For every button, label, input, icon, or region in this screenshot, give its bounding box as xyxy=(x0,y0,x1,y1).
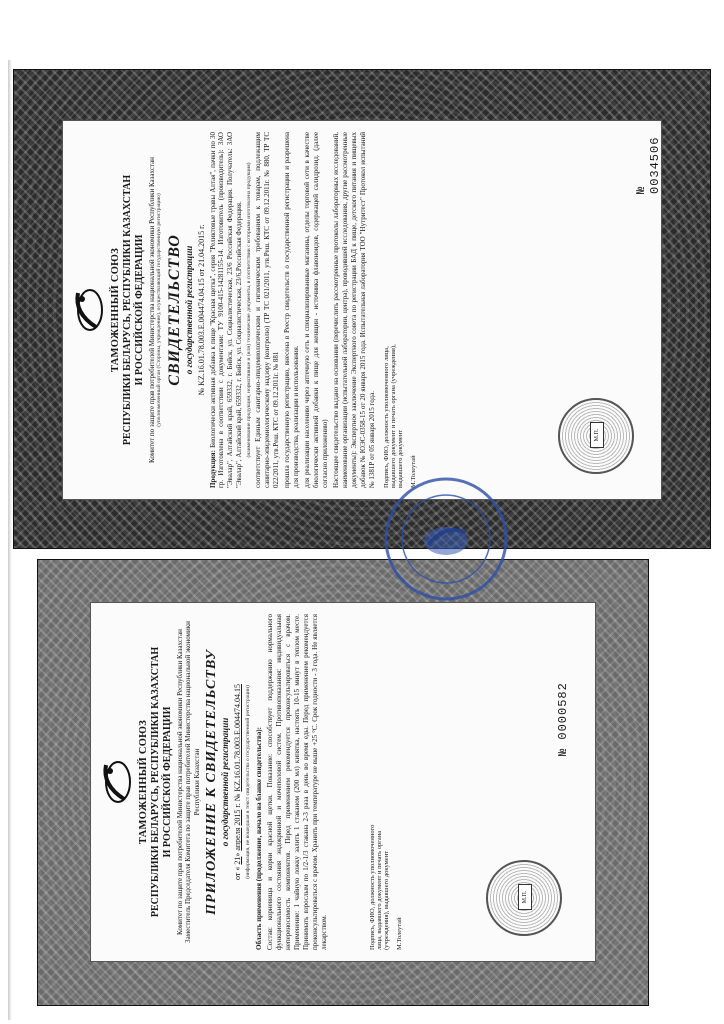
union-title: ТАМОЖЕННЫЙ СОЮЗ xyxy=(110,247,121,373)
appendix-content xyxy=(96,608,590,956)
basis-text: Настоящее свидетельство выдано на основании (перечислить рассмотренные протоколы лабораторных исследований, наименование организации (испытательной лаборатории, центра), проводившей исследования, другие рассмотренные документы): Экспертное заключение Экспертного совета по регистрации БАД к пище, детского питания и пищевых добавок № ЮЭС-0358-15 от 20 января 2015 года. Испытательная лаборатория ТОО "Нутритест" Протокол испытаний № 1381Р от 05 января 2015 года. xyxy=(331,132,376,488)
certificate-content xyxy=(68,126,662,494)
signer-note: Подпись, ФИО, должность уполномоченного лица, выдавшего документ и печать органа (учреждения), выдавшего документ xyxy=(382,344,404,488)
certificate-body xyxy=(209,126,377,494)
compliance-note: (наименование продукции, нормативные и (или) технические документы, в соответствии с которыми изготовлена продукция) xyxy=(246,162,253,458)
reg-number: KZ.16.01.78.003.Е.004474.04.15 xyxy=(233,684,243,792)
reg-prefix: от « xyxy=(233,866,243,880)
countries-line2: И РОССИЙСКОЙ ФЕДЕРАЦИИ xyxy=(161,706,173,858)
appendix-header xyxy=(138,608,173,956)
seal-label: М.П. xyxy=(590,422,604,448)
certificate-sheet xyxy=(14,70,710,548)
countries-line1: РЕСПУБЛИКИ БЕЛАРУСЬ, РЕСПУБЛИКИ КАЗАХСТАН xyxy=(122,174,134,446)
authority-name: Комитет по защите прав потребителей Министерства национальной экономики Республики Казахстан xyxy=(148,157,157,463)
reg-note: (информация, не вошедшая в текст свидетельства о государственной регистрации) xyxy=(245,685,252,879)
certificate-inner-panel xyxy=(62,120,662,500)
appendix-body xyxy=(255,608,329,956)
area-text: Состав: корневища и корни красной щетки. Показание: способствует поддержанию нормального функционального состояния эндокринной и мочеполовой систем. Противопоказания: индивидуальная непереносимость компонентов. Перед применением рекомендуется проконсультироваться с врачом. Применение: 1 чайную ложку залить 1 стаканом (200 мл) кипятка, настоять 10-15 минут в теплом месте. Принимать взрослым по 1/2-1/3 стакана 2-3 раза в день во время еды. Перед применением рекомендуется проконсультироваться с врачом. Хранить при температуре не выше +25 °С. Срок годности - 3 года. Не является лекарством. xyxy=(266,614,328,950)
reg-month: апреля xyxy=(233,827,243,851)
appendix-serial: № 0000582 xyxy=(556,682,570,756)
appendix-registration-line: от « 21» апреля 2015 г. № KZ.16.01.78.003.Е.004474.04.15 xyxy=(233,684,243,880)
authority-note: (уполномоченный орган (Стороны, учреждение), осуществляющий государственную регистрацию) xyxy=(156,193,163,427)
signer-name: М.Толеутай xyxy=(395,917,403,950)
signature-block xyxy=(369,608,403,956)
certificate-title: СВИДЕТЕЛЬСТВО xyxy=(165,234,183,386)
countries-line2: И РОССИЙСКОЙ ФЕДЕРАЦИИ xyxy=(133,234,145,386)
certificate-header xyxy=(110,126,145,494)
appendix-subtitle: о государственной регистрации xyxy=(220,717,231,847)
scan-edge xyxy=(8,60,12,1020)
registration-number: № KZ.16.01.78.003.Е.004474.04.15 от 21.04.2015 г. xyxy=(196,224,206,396)
area-label: Область применения (продолжение, начало на бланке свидетельства): xyxy=(255,727,264,950)
customs-union-logo-icon xyxy=(70,287,108,333)
signer-note: Подпись, ФИО, должность уполномоченного лица, выдавшего документ и печать органа (учреждения), выдавшего документ xyxy=(368,824,390,950)
seal-label: М.П. xyxy=(518,884,532,910)
usage-text: для реализации населению через аптечную сеть и специализированные магазины, отделы торговой сети в качестве биологически активной добавки к пище для женщин - источника флавоноидов, содержащей салидрозид. (далее согласно приложению) xyxy=(303,132,330,488)
authority-name: Комитет по защите прав потребителей Министерства национальной экономики Республики Казахстан xyxy=(176,629,185,935)
deputy-name: Заместитель Председателя Комитета по защите прав потребителей Министерства национальной экономики Республики Казахстан xyxy=(184,621,201,943)
seal-mark xyxy=(558,398,634,474)
appendix-inner-panel xyxy=(90,602,596,962)
seal-mark xyxy=(486,860,562,936)
appendix-sheet xyxy=(38,560,648,1005)
certificate-serial: № 0034506 xyxy=(634,136,662,194)
customs-union-logo-icon xyxy=(98,759,136,805)
blue-company-stamp xyxy=(382,475,510,603)
union-title: ТАМОЖЕННЫЙ СОЮЗ xyxy=(138,719,149,845)
appendix-title: ПРИЛОЖЕНИЕ К СВИДЕТЕЛЬСТВУ xyxy=(204,649,220,915)
signature-block xyxy=(383,126,417,494)
reg-day: 21 xyxy=(233,856,243,865)
reg-suffix: г. № xyxy=(233,793,243,808)
registry-text: прошла государственную регистрацию, внесена в Реестр свидетельств о государственной регистрации и разрешена для производства, реализации и использования. xyxy=(283,132,301,488)
product-label: Продукция: xyxy=(208,450,217,488)
compliance-text: соответствует Единым санитарно-эпидемиологическим и гигиеническим требованиям к товарам, подлежащим санитарно-эпидемиологическому надзору (контролю) (ТР ТС 021/2011, утв.Реш. КТС от 09.12.2011г. № 880, ТР ТС 022/2011, утв.Реш. КТС от 09.12.2011г. № 881 xyxy=(254,132,281,488)
signer-name: М.Толеутай xyxy=(409,455,417,488)
countries-line1: РЕСПУБЛИКИ БЕЛАРУСЬ, РЕСПУБЛИКИ КАЗАХСТАН xyxy=(150,646,162,918)
reg-year: 2015 xyxy=(233,809,243,826)
product-text: Биологически активная добавка к пище "Красная щетка", серия "Реликтовые травы Алтая", пачки по 30 гр. Изготовлена в соответствии с документами: ТУ 9100-415-14281155-14. Изготовитель (производитель): ЗАО "Эвалар", Алтайский край, 659332, г. Бийск, ул. Социалистическая, 23/6 Российская Федерация. Получатель: ЗАО "Эвалар", Алтайский край, 659332, г. Бийск, ул. Социалистическая, 23/6,Российская Федерация. xyxy=(208,132,244,488)
certificate-subtitle: о государственной регистрации xyxy=(183,245,194,375)
stamp-graphic xyxy=(382,475,510,603)
